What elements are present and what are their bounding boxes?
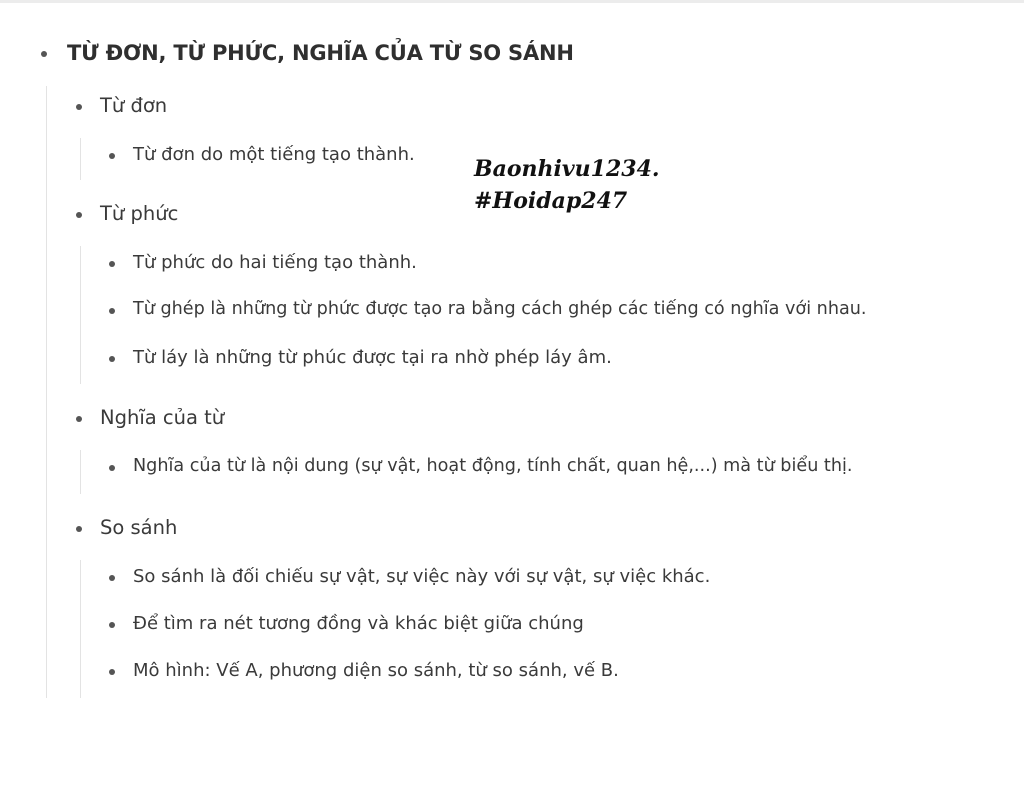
outline-guide-level1	[46, 86, 47, 698]
section-heading: Nghĩa của từ	[100, 406, 225, 429]
bullet-icon	[76, 212, 82, 218]
list-item: So sánh là đối chiếu sự vật, sự việc này với sự vật, sự việc khác.	[133, 566, 711, 587]
list-item: Để tìm ra nét tương đồng và khác biệt giữa chúng	[133, 613, 584, 634]
page-title: TỪ ĐƠN, TỪ PHỨC, NGHĨA CỦA TỪ SO SÁNH	[67, 41, 574, 65]
watermark-hashtag: #Hoidap247	[474, 188, 628, 214]
bullet-icon	[41, 51, 47, 57]
bullet-icon	[109, 308, 115, 314]
list-item: Từ láy là những từ phúc được tại ra nhờ phép láy âm.	[133, 347, 612, 368]
watermark-username: Baonhivu1234.	[474, 156, 660, 182]
bullet-icon	[76, 526, 82, 532]
bullet-icon	[109, 465, 115, 471]
list-item: Từ phức do hai tiếng tạo thành.	[133, 252, 417, 273]
bullet-icon	[109, 153, 115, 159]
section-heading: Từ phức	[100, 202, 179, 225]
section-heading: So sánh	[100, 516, 178, 539]
bullet-icon	[76, 104, 82, 110]
section-heading: Từ đơn	[100, 94, 168, 117]
bullet-icon	[109, 575, 115, 581]
list-item: Nghĩa của từ là nội dung (sự vật, hoạt động, tính chất, quan hệ,...) mà từ biểu thị.	[133, 456, 853, 476]
list-item: Từ đơn do một tiếng tạo thành.	[133, 144, 415, 165]
list-item: Mô hình: Vế A, phương diện so sánh, từ so sánh, vế B.	[133, 660, 619, 681]
bullet-icon	[109, 669, 115, 675]
watermark	[474, 153, 660, 217]
outline-guide-so-sanh	[80, 560, 81, 698]
outline-guide-tu-don	[80, 138, 81, 180]
top-border	[0, 0, 1024, 3]
bullet-icon	[109, 622, 115, 628]
bullet-icon	[109, 261, 115, 267]
outline-guide-tu-phuc	[80, 246, 81, 384]
bullet-icon	[76, 416, 82, 422]
bullet-icon	[109, 356, 115, 362]
outline-guide-nghia-cua-tu	[80, 450, 81, 494]
list-item: Từ ghép là những từ phức được tạo ra bằng cách ghép các tiếng có nghĩa với nhau.	[133, 299, 867, 319]
